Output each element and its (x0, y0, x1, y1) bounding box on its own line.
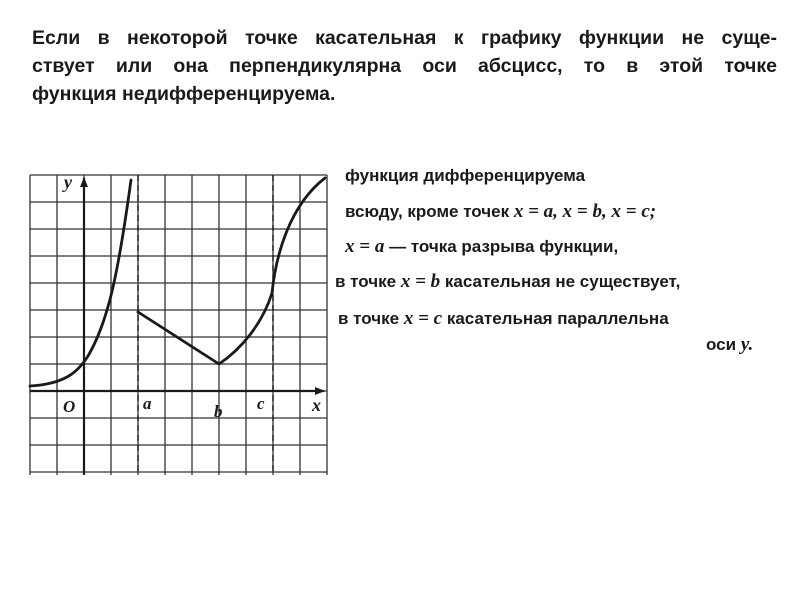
note-6-math: y. (740, 334, 754, 355)
note-discontinuity (345, 236, 618, 258)
note-4-post: касательная не существует, (444, 272, 681, 291)
axes (30, 178, 324, 475)
note-1-text: функция дифференцируема (345, 166, 586, 185)
note-6-text: оси (706, 335, 737, 354)
note-no-tangent (335, 271, 680, 293)
note-except-points (345, 201, 656, 223)
note-5-pre: в точке (338, 309, 400, 328)
point-a-label: a (143, 394, 152, 413)
y-axis-label: y (64, 172, 72, 192)
rule-line-2: ствует или она перпендикулярна оси абсцисс, то в этой точке (32, 55, 777, 77)
note-differentiable (345, 166, 585, 186)
note-2-math: x = a, x = b, x = c; (513, 201, 657, 222)
rule-line-3: функция недифференцируема. (32, 83, 336, 105)
rule-line-1: Если в некоторой точке касательная к графику функции не суще- (32, 27, 777, 49)
grid (30, 175, 327, 475)
note-3-math: x = a (345, 236, 385, 257)
note-4-pre: в точке (335, 272, 397, 291)
origin-label: O (63, 397, 76, 416)
note-y-axis (706, 334, 753, 356)
note-5-math: x = c (403, 308, 443, 329)
right-branch (219, 178, 325, 364)
point-b-label: b (214, 402, 223, 421)
note-3-text: — точка разрыва функции, (389, 237, 619, 256)
function-curve (30, 178, 325, 386)
note-vertical-tangent (338, 308, 669, 330)
note-2-text: всюду, кроме точек (345, 202, 510, 221)
note-5-post: касательная параллельна (446, 309, 669, 328)
point-c-label: c (257, 394, 265, 413)
middle-branch (138, 312, 219, 364)
x-axis-label: x (312, 395, 321, 415)
note-4-math: x = b (400, 271, 441, 292)
